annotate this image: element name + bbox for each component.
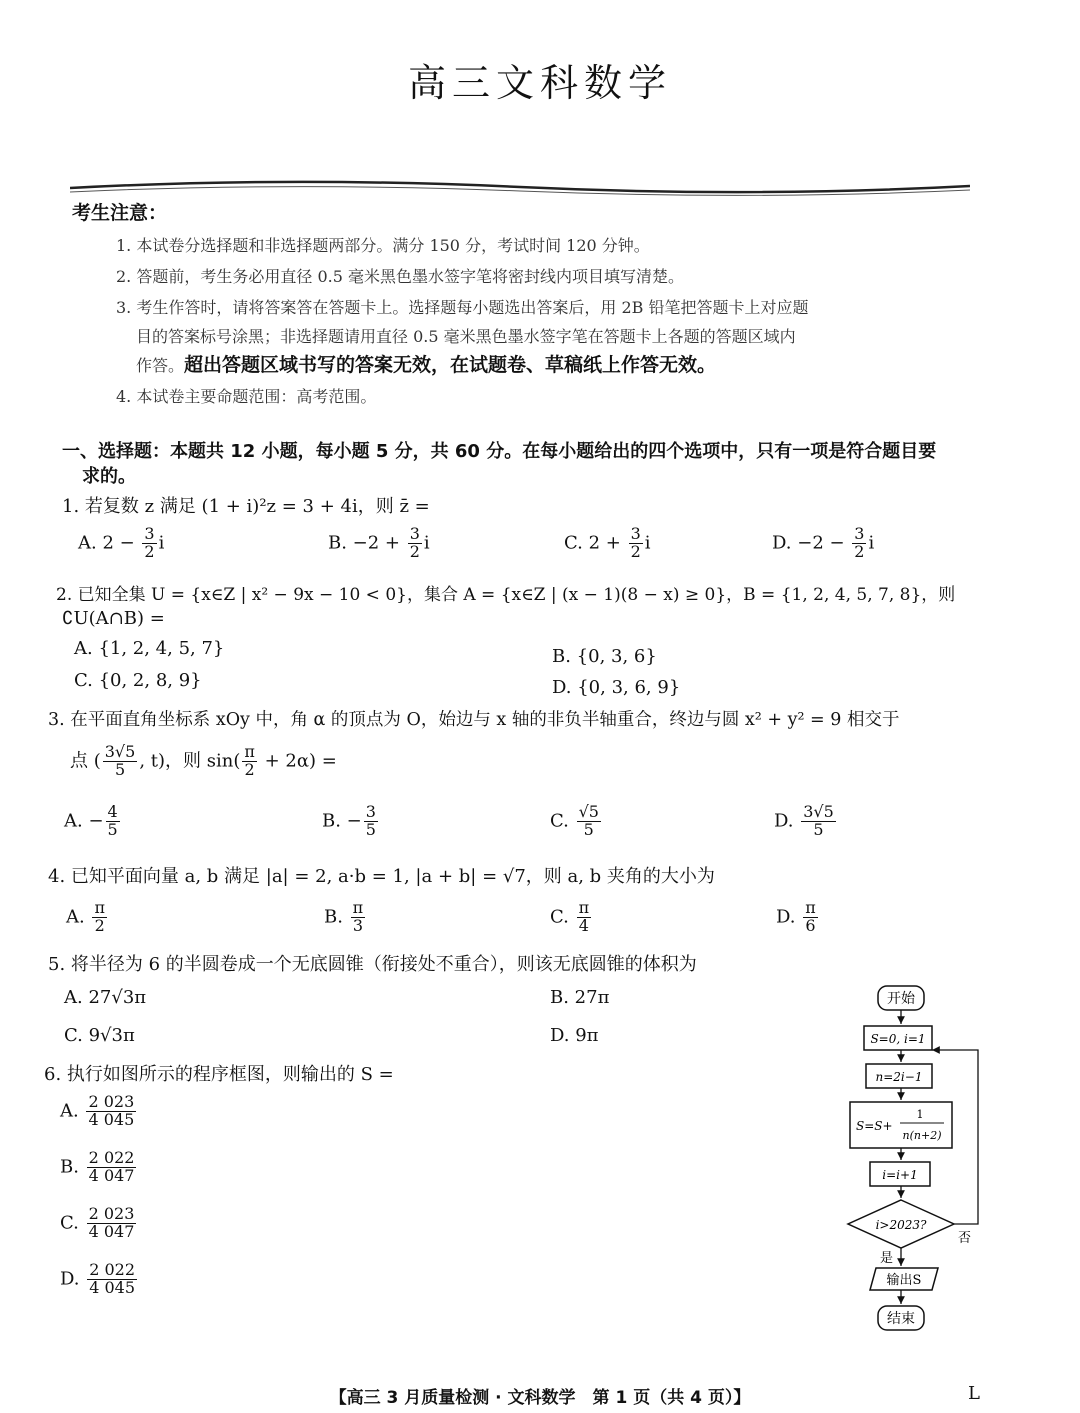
question-5-option-a: A. 27√3π [64, 987, 147, 1008]
question-1-option-b [328, 526, 430, 561]
q4-c-fraction [577, 900, 592, 935]
q1-a-prefix: A. 2 − [78, 532, 141, 554]
question-3-stem-2 [70, 744, 337, 779]
q1-a-fraction [142, 526, 156, 561]
q4-d-prefix: D. [776, 906, 802, 928]
flow-n-label: n=2i−1 [875, 1070, 923, 1084]
q1-d-fraction [852, 526, 866, 561]
q3-d-prefix: D. [774, 810, 800, 832]
q3-b-num: 3 [365, 802, 376, 821]
question-6-option-c [60, 1206, 138, 1241]
notice-item-3a: 3. 考生作答时，请将答案答在答题卡上。选择题每小题选出答案后，用 2B 铅笔把答题卡上对应题 [116, 298, 809, 317]
question-1-option-a [78, 526, 164, 561]
question-6-stem: 6. 执行如图所示的程序框图，则输出的 S = [44, 1064, 394, 1085]
q6-d-prefix: D. [60, 1268, 86, 1290]
notice-item-3b: 目的答案标号涂黑；非选择题请用直径 0.5 毫米黑色墨水签字笔在答题卡上各题的答题区域内 [136, 327, 796, 346]
q4-a-den: 2 [94, 915, 105, 935]
q6-b-fraction [87, 1150, 137, 1185]
flow-cond-label: i>2023? [875, 1218, 927, 1232]
q4-b-fraction [351, 900, 366, 935]
q3-c-fraction [577, 804, 601, 839]
question-6-option-b [60, 1150, 138, 1185]
q3-c-prefix: C. [550, 810, 575, 832]
q1-b-fraction [408, 526, 422, 561]
q3-b-fraction [364, 804, 378, 839]
q4-a-fraction [92, 900, 107, 935]
q3-point-fraction [103, 744, 138, 779]
q1-c-num: 3 [630, 524, 641, 543]
question-2-option-d: D. {0, 3, 6, 9} [552, 677, 681, 698]
question-2-option-c: C. {0, 2, 8, 9} [74, 670, 202, 691]
q1-b-den: 2 [409, 541, 420, 561]
q3-angle-den: 2 [244, 759, 255, 779]
q4-c-den: 4 [578, 915, 589, 935]
flow-update-den: n(n+2) [902, 1129, 942, 1142]
flow-update-prefix: S=S+ [856, 1119, 893, 1133]
question-5-option-c: C. 9√3π [64, 1025, 135, 1046]
question-2-option-b: B. {0, 3, 6} [552, 646, 657, 667]
program-flowchart [840, 980, 1010, 1340]
flow-init [864, 1026, 932, 1050]
section-heading-line2: 求的。 [82, 466, 136, 487]
flow-no-label: 否 [958, 1231, 972, 1246]
q3-a-fraction [106, 804, 120, 839]
flow-yes-label: 是 [880, 1251, 894, 1266]
q4-c-num: π [578, 898, 590, 917]
q1-c-fraction [629, 526, 643, 561]
q4-d-den: 6 [805, 915, 816, 935]
question-6-option-a [60, 1094, 138, 1129]
page-title: 高三文科数学 [407, 61, 672, 105]
question-5-stem: 5. 将半径为 6 的半圆卷成一个无底圆锥（衔接处不重合），则该无底圆锥的体积为 [48, 954, 697, 975]
q3-angle-fraction [242, 744, 257, 779]
q3-a-den: 5 [107, 819, 118, 839]
q1-a-num: 3 [144, 524, 155, 543]
q6-a-fraction [86, 1094, 136, 1129]
question-4-stem: 4. 已知平面向量 a, b 满足 |a| = 2, a·b = 1, |a + b| = √7，则 a, b 夹角的大小为 [48, 866, 715, 887]
q3-d-fraction [801, 804, 836, 839]
q6-d-fraction [87, 1262, 137, 1297]
flow-update-num: 1 [916, 1108, 924, 1121]
question-1-option-d [772, 526, 874, 561]
question-3-option-a [64, 804, 122, 839]
flow-init-label: S=0, i=1 [870, 1032, 926, 1046]
notice-item-3c [136, 350, 716, 377]
notice-item-1: 1. 本试卷分选择题和非选择题两部分。满分 150 分，考试时间 120 分钟。 [116, 236, 650, 255]
q3-c-den: 5 [583, 819, 594, 839]
question-2-stem-2: ∁U(A∩B) = [62, 608, 165, 629]
notice-heading: 考生注意： [72, 202, 168, 224]
question-5-option-b: B. 27π [550, 987, 610, 1008]
q3-c-num: √5 [578, 802, 599, 821]
notice-item-3c-prefix: 作答。 [136, 356, 185, 375]
flow-output [870, 1268, 938, 1290]
q4-a-num: π [94, 898, 105, 917]
q3-d-den: 5 [813, 819, 824, 839]
header-divider [70, 176, 970, 198]
q4-c-prefix: C. [550, 906, 575, 928]
flow-end-label: 结束 [887, 1311, 915, 1327]
q1-d-prefix: D. −2 − [772, 532, 851, 554]
q4-b-den: 3 [352, 915, 364, 935]
q6-a-den: 4 045 [88, 1109, 135, 1129]
question-4-option-d [776, 900, 820, 935]
q1-c-suffix: i [644, 532, 651, 554]
q3-a-prefix: A. − [64, 810, 104, 832]
q1-c-prefix: C. 2 + [564, 532, 627, 554]
q1-c-den: 2 [630, 541, 641, 561]
q1-a-den: 2 [144, 541, 155, 561]
flow-start-label: 开始 [887, 991, 915, 1007]
q1-d-num: 3 [854, 524, 865, 543]
q1-a-suffix: i [158, 532, 165, 554]
question-3-option-c [550, 804, 603, 839]
flow-end [878, 1306, 924, 1330]
question-3-stem: 3. 在平面直角坐标系 xOy 中，角 α 的顶点为 O，始边与 x 轴的非负半轴重合，终边与圆 x² + y² = 9 相交于 [48, 710, 900, 730]
q6-c-den: 4 047 [88, 1221, 135, 1241]
q6-c-fraction [87, 1206, 137, 1241]
q1-b-num: 3 [409, 524, 420, 543]
q4-b-num: π [352, 898, 364, 917]
q3-angle-num: π [244, 742, 255, 761]
question-1-stem: 1. 若复数 z 满足 (1 + i)²z = 3 + 4i，则 z̄ = [62, 496, 430, 517]
q6-b-num: 2 022 [88, 1148, 135, 1167]
q4-a-prefix: A. [66, 906, 91, 928]
question-5-option-d: D. 9π [550, 1025, 599, 1046]
q6-c-num: 2 023 [88, 1204, 135, 1223]
q3-point-prefix: 点 ( [70, 750, 101, 772]
q6-b-prefix: B. [60, 1156, 85, 1178]
q4-b-prefix: B. [324, 906, 349, 928]
q3-angle-suffix: + 2α) = [258, 750, 337, 772]
question-4-option-b [324, 900, 367, 935]
flow-incr-label: i=i+1 [882, 1168, 918, 1182]
question-2-option-a: A. {1, 2, 4, 5, 7} [74, 638, 225, 659]
q6-a-prefix: A. [60, 1100, 85, 1122]
q6-a-num: 2 023 [88, 1092, 135, 1111]
corner-mark: L [968, 1383, 980, 1404]
q3-point-suffix: , t)，则 sin( [139, 750, 241, 772]
question-6-option-d [60, 1262, 139, 1297]
q1-d-suffix: i [868, 532, 875, 554]
notice-item-4: 4. 本试卷主要命题范围：高考范围。 [116, 387, 377, 406]
flow-condition [848, 1200, 954, 1248]
flow-s-update [850, 1102, 952, 1148]
notice-item-2: 2. 答题前，考生务必用直径 0.5 毫米黑色墨水签字笔将密封线内项目填写清楚。 [116, 267, 684, 286]
question-4-option-c [550, 900, 593, 935]
q1-d-den: 2 [854, 541, 865, 561]
q1-b-prefix: B. −2 + [328, 532, 406, 554]
q6-b-den: 4 047 [88, 1165, 135, 1185]
question-3-option-b [322, 804, 380, 839]
q6-c-prefix: C. [60, 1212, 85, 1234]
notice-warning: 超出答题区域书写的答案无效，在试题卷、草稿纸上作答无效。 [184, 354, 717, 376]
flow-increment [870, 1162, 930, 1186]
flow-start [878, 986, 924, 1010]
q4-d-fraction [803, 900, 818, 935]
q3-point-num: 3√5 [104, 742, 136, 761]
question-2-stem: 2. 已知全集 U = {x∈Z | x² − 9x − 10 < 0}，集合 A = {x∈Z | (x − 1)(8 − x) ≥ 0}，B = {1, 2, 4, 5, 7, 8}，则 [56, 585, 956, 605]
flow-output-label: 输出S [886, 1273, 922, 1288]
q1-b-suffix: i [423, 532, 430, 554]
question-4-option-a [66, 900, 109, 935]
section-heading-line1: 一、选择题：本题共 12 小题，每小题 5 分，共 60 分。在每小题给出的四个选项中，只有一项是符合题目要 [62, 441, 937, 462]
flow-n-assign [866, 1064, 932, 1088]
question-3-option-d [774, 804, 838, 839]
q3-point-den: 5 [114, 759, 126, 779]
q6-d-num: 2 022 [89, 1260, 136, 1279]
q3-d-num: 3√5 [803, 802, 834, 821]
q6-d-den: 4 045 [89, 1277, 136, 1297]
q4-d-num: π [805, 898, 816, 917]
question-1-option-c [564, 526, 651, 561]
q3-a-num: 4 [107, 802, 118, 821]
q3-b-prefix: B. − [322, 810, 362, 832]
page-footer: 【高三 3 月质量检测 · 文科数学 第 1 页（共 4 页）】 [329, 1388, 751, 1408]
q3-b-den: 5 [365, 819, 376, 839]
